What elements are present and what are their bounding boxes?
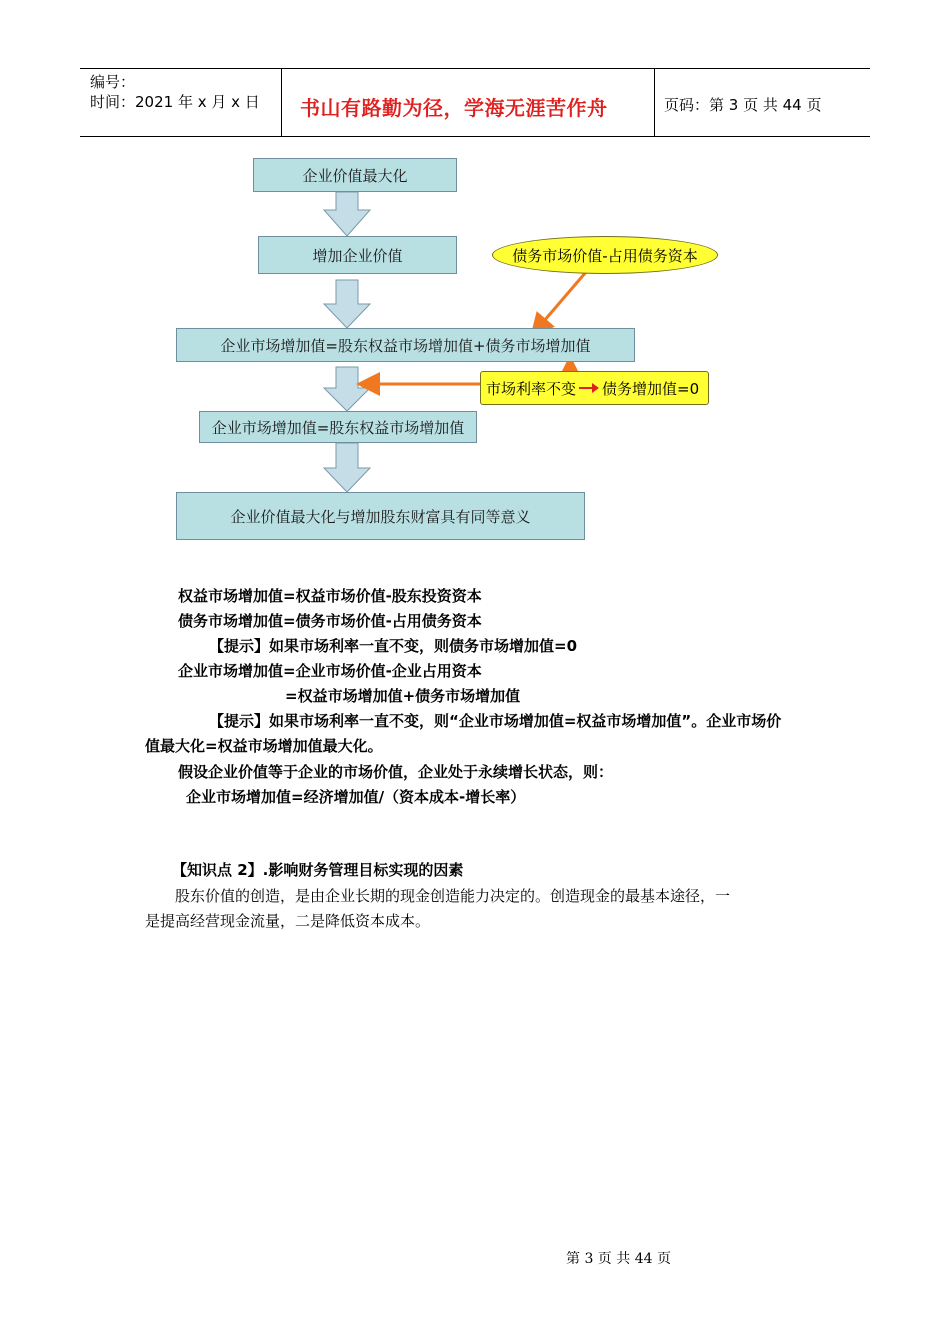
down-arrow-4 [324,443,370,492]
knowledge-point-title: 【知识点 2】.影响财务管理目标实现的因素 [172,861,464,879]
formula-equity-mva: 权益市场增加值=权益市场价值-股东投资资本 [178,587,482,605]
paragraph-line-2: 是提高经营现金流量，二是降低资本成本。 [145,912,431,930]
hint-enterprise-mva: 【提示】如果市场利率一直不变，则“企业市场增加值=权益市场增加值”。企业市场价 [209,712,782,730]
orange-arrow-ellipse [538,272,586,328]
assumption-text: 假设企业价值等于企业的市场价值，企业处于永续增长状态，则： [178,763,614,781]
footer-page-number: 第 3 页 共 44 页 [566,1251,671,1267]
formula-enterprise-mva-sum: =权益市场增加值+债务市场增加值 [285,687,521,705]
formula-eva: 企业市场增加值=经济增加值/（资本成本-增长率） [186,788,526,806]
flow-box-maximize-value: 企业价值最大化 [253,158,457,192]
down-arrow-2 [324,280,370,328]
scroll-text-rate: 市场利率不变 [486,379,577,398]
header-motto: 书山有路勤为径，学海无涯苦作舟 [300,96,608,120]
hint-debt-mva: 【提示】如果市场利率一直不变，则债务市场增加值=0 [209,637,578,655]
flow-box-increase-value: 增加企业价值 [258,236,457,274]
formula-debt-mva: 债务市场增加值=债务市场价值-占用债务资本 [178,612,482,630]
header-time-label: 时间：2021 年 x 月 x 日 [90,93,260,111]
formula-enterprise-mva: 企业市场增加值=企业市场价值-企业占用资本 [178,662,482,680]
flow-box-mva-sum: 企业市场增加值=股东权益市场增加值+债务市场增加值 [176,328,635,362]
flow-ellipse-debt: 债务市场价值-占用债务资本 [492,236,718,274]
paragraph-line-1: 股东价值的创造，是由企业长期的现金创造能力决定的。创造现金的最基本途径，一 [175,887,731,905]
hint-enterprise-mva-cont: 值最大化=权益市场增加值最大化。 [145,737,383,755]
down-arrow-1 [324,192,370,236]
down-arrow-3 [324,367,370,411]
header-page-info: 页码：第 3 页 共 44 页 [664,96,822,114]
header-number-label: 编号： [90,73,136,91]
scroll-text-debt: 债务增加值=0 [602,379,700,398]
flow-box-mva-equity: 企业市场增加值=股东权益市场增加值 [199,411,477,443]
flow-scroll-note [480,371,709,405]
scroll-arrow-icon [578,382,600,394]
flow-box-conclusion: 企业价值最大化与增加股东财富具有同等意义 [176,492,585,540]
